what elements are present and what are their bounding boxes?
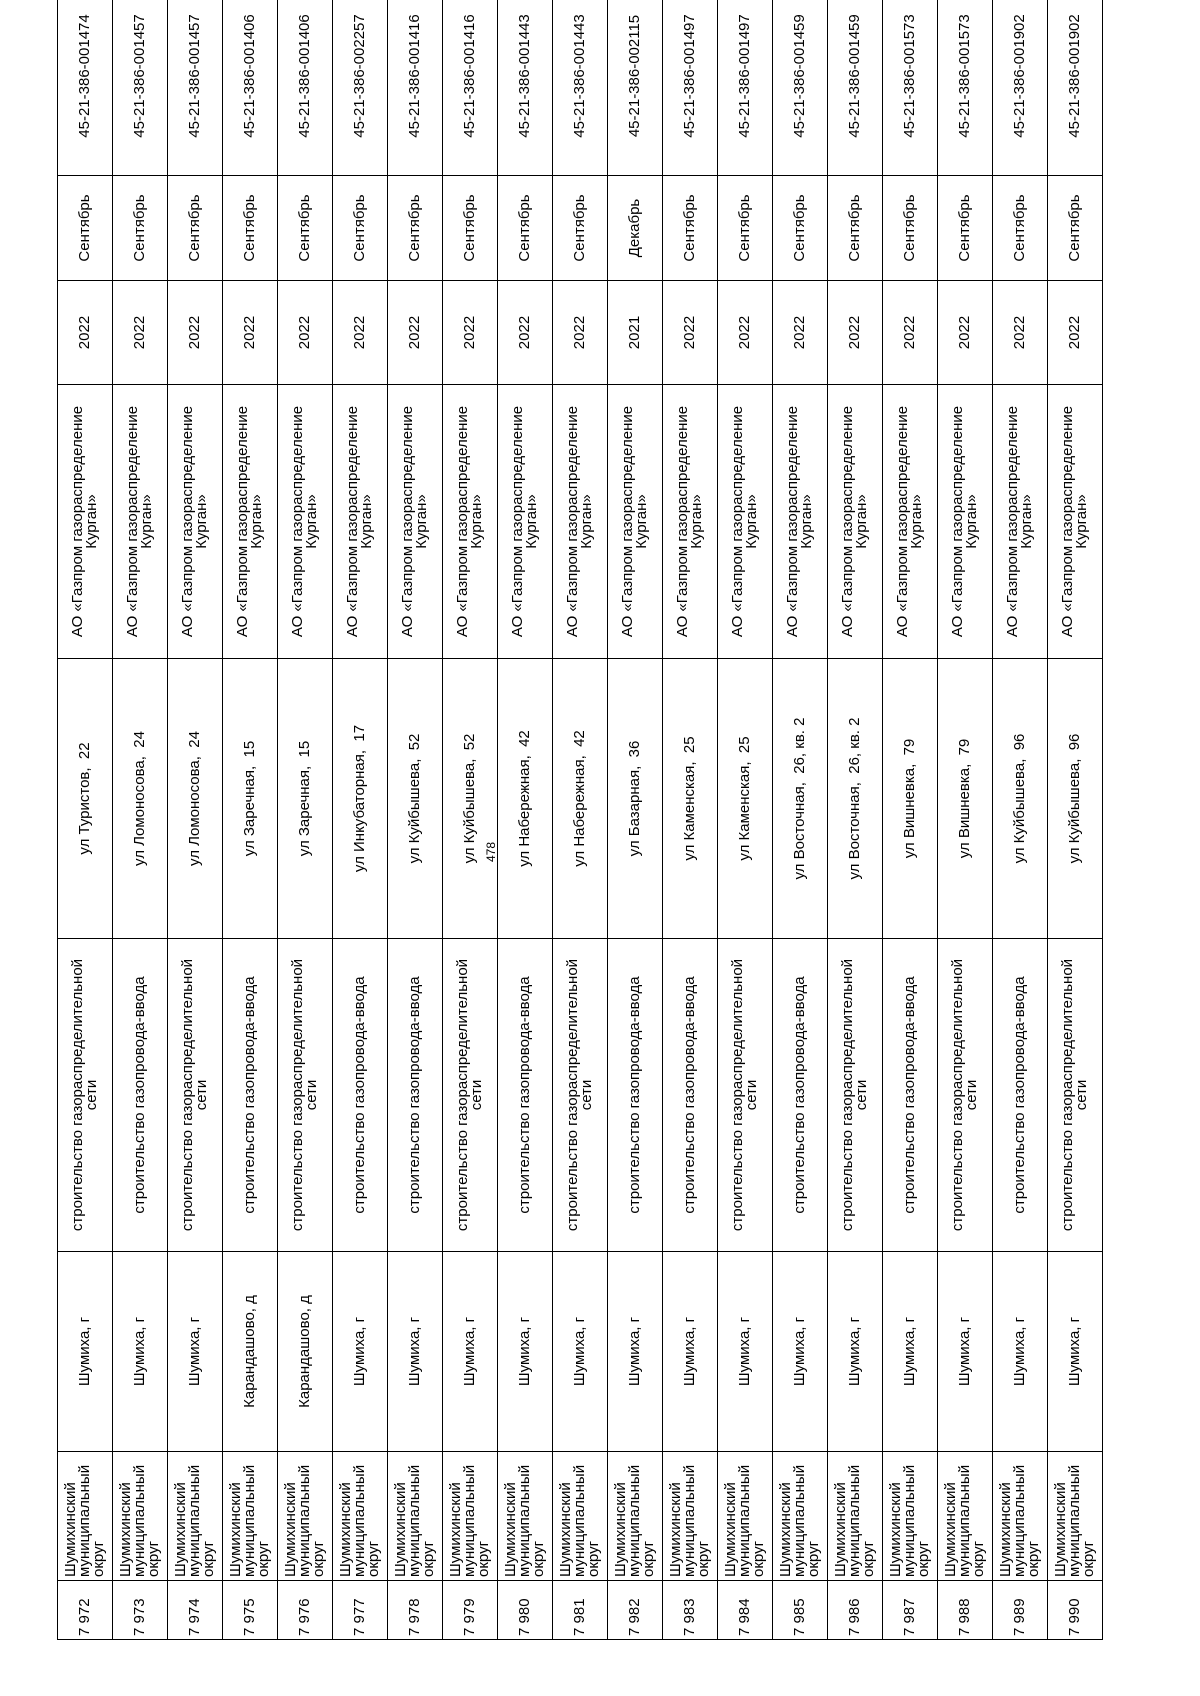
settlement-cell: Шумиха, г — [168, 1252, 223, 1452]
month-cell: Сентябрь — [498, 176, 553, 281]
month-cell: Сентябрь — [333, 176, 388, 281]
organization-cell: АО «Газпром газораспределение Курган» — [223, 385, 278, 659]
page-number: 478 — [484, 841, 499, 863]
month-cell: Сентябрь — [938, 176, 993, 281]
month-cell: Сентябрь — [58, 176, 113, 281]
month-cell: Сентябрь — [883, 176, 938, 281]
okrug-cell: Шумихинский муниципальный округ — [938, 1452, 993, 1581]
address-cell: ул Инкубаторная, 17 — [333, 659, 388, 939]
address-cell: ул Набережная, 42 — [498, 659, 553, 939]
okrug-cell: Шумихинский муниципальный округ — [608, 1452, 663, 1581]
table-row — [608, 0, 663, 1640]
settlement-cell: Шумиха, г — [993, 1252, 1048, 1452]
year-cell: 2022 — [443, 281, 498, 385]
address-cell: ул Куйбышева, 52 — [388, 659, 443, 939]
work-type-cell: строительство газораспределительной сети — [58, 939, 113, 1252]
table-row — [663, 0, 718, 1640]
settlement-cell: Шумиха, г — [663, 1252, 718, 1452]
okrug-cell: Шумихинский муниципальный округ — [773, 1452, 828, 1581]
settlement-cell: Шумиха, г — [1048, 1252, 1103, 1452]
month-cell: Сентябрь — [553, 176, 608, 281]
table-row — [883, 0, 938, 1640]
okrug-cell: Шумихинский муниципальный округ — [718, 1452, 773, 1581]
month-cell: Сентябрь — [278, 176, 333, 281]
work-type-cell: строительство газопровода-ввода — [608, 939, 663, 1252]
table-container — [57, 14, 1102, 1640]
address-cell: ул Базарная, 36 — [608, 659, 663, 939]
code-cell: 45-21-386-001406 — [223, 0, 278, 176]
settlement-cell: Шумиха, г — [388, 1252, 443, 1452]
okrug-cell: Шумихинский муниципальный округ — [333, 1452, 388, 1581]
settlement-cell: Шумиха, г — [883, 1252, 938, 1452]
organization-cell: АО «Газпром газораспределение Курган» — [608, 385, 663, 659]
code-cell: 45-21-386-001459 — [773, 0, 828, 176]
address-cell: ул Вишневка, 79 — [938, 659, 993, 939]
code-cell: 45-21-386-001573 — [883, 0, 938, 176]
address-cell: ул Каменская, 25 — [718, 659, 773, 939]
okrug-cell: Шумихинский муниципальный округ — [168, 1452, 223, 1581]
month-cell: Сентябрь — [993, 176, 1048, 281]
table-row — [718, 0, 773, 1640]
row-number: 7 982 — [608, 1581, 663, 1640]
row-number: 7 987 — [883, 1581, 938, 1640]
code-cell: 45-21-386-001406 — [278, 0, 333, 176]
work-type-cell: строительство газораспределительной сети — [1048, 939, 1103, 1252]
year-cell: 2022 — [498, 281, 553, 385]
row-number: 7 977 — [333, 1581, 388, 1640]
code-cell: 45-21-386-001416 — [388, 0, 443, 176]
row-number: 7 989 — [993, 1581, 1048, 1640]
gas-works-table — [57, 0, 1103, 1640]
okrug-cell: Шумихинский муниципальный округ — [663, 1452, 718, 1581]
table-row — [993, 0, 1048, 1640]
address-cell: ул Восточная, 26, кв. 2 — [773, 659, 828, 939]
code-cell: 45-21-386-001443 — [553, 0, 608, 176]
table-row — [938, 0, 993, 1640]
address-cell: ул Туристов, 22 — [58, 659, 113, 939]
address-cell: ул Заречная, 15 — [223, 659, 278, 939]
row-number: 7 972 — [58, 1581, 113, 1640]
organization-cell: АО «Газпром газораспределение Курган» — [883, 385, 938, 659]
month-cell: Сентябрь — [443, 176, 498, 281]
settlement-cell: Шумиха, г — [498, 1252, 553, 1452]
row-number: 7 978 — [388, 1581, 443, 1640]
work-type-cell: строительство газораспределительной сети — [168, 939, 223, 1252]
organization-cell: АО «Газпром газораспределение Курган» — [773, 385, 828, 659]
okrug-cell: Шумихинский муниципальный округ — [388, 1452, 443, 1581]
address-cell: ул Заречная, 15 — [278, 659, 333, 939]
month-cell: Сентябрь — [828, 176, 883, 281]
settlement-cell: Шумиха, г — [938, 1252, 993, 1452]
organization-cell: АО «Газпром газораспределение Курган» — [938, 385, 993, 659]
month-cell: Сентябрь — [1048, 176, 1103, 281]
row-number: 7 981 — [553, 1581, 608, 1640]
work-type-cell: строительство газораспределительной сети — [553, 939, 608, 1252]
address-cell: ул Восточная, 26, кв. 2 — [828, 659, 883, 939]
row-number: 7 973 — [113, 1581, 168, 1640]
work-type-cell: строительство газораспределительной сети — [278, 939, 333, 1252]
organization-cell: АО «Газпром газораспределение Курган» — [828, 385, 883, 659]
year-cell: 2022 — [333, 281, 388, 385]
year-cell: 2022 — [388, 281, 443, 385]
year-cell: 2022 — [278, 281, 333, 385]
code-cell: 45-21-386-001902 — [993, 0, 1048, 176]
code-cell: 45-21-386-001457 — [168, 0, 223, 176]
year-cell: 2022 — [883, 281, 938, 385]
settlement-cell: Карандашово, д — [223, 1252, 278, 1452]
settlement-cell: Шумиха, г — [773, 1252, 828, 1452]
code-cell: 45-21-386-001497 — [663, 0, 718, 176]
work-type-cell: строительство газопровода-ввода — [113, 939, 168, 1252]
code-cell: 45-21-386-001497 — [718, 0, 773, 176]
month-cell: Декабрь — [608, 176, 663, 281]
settlement-cell: Шумиха, г — [718, 1252, 773, 1452]
year-cell: 2022 — [1048, 281, 1103, 385]
organization-cell: АО «Газпром газораспределение Курган» — [333, 385, 388, 659]
row-number: 7 984 — [718, 1581, 773, 1640]
organization-cell: АО «Газпром газораспределение Курган» — [278, 385, 333, 659]
code-cell: 45-21-386-001457 — [113, 0, 168, 176]
row-number: 7 986 — [828, 1581, 883, 1640]
table-row — [443, 0, 498, 1640]
work-type-cell: строительство газораспределительной сети — [938, 939, 993, 1252]
work-type-cell: строительство газораспределительной сети — [443, 939, 498, 1252]
row-number: 7 976 — [278, 1581, 333, 1640]
table-row — [498, 0, 553, 1640]
code-cell: 45-21-386-002115 — [608, 0, 663, 176]
organization-cell: АО «Газпром газораспределение Курган» — [443, 385, 498, 659]
month-cell: Сентябрь — [113, 176, 168, 281]
table-row — [1048, 0, 1103, 1640]
month-cell: Сентябрь — [773, 176, 828, 281]
address-cell: ул Куйбышева, 96 — [993, 659, 1048, 939]
okrug-cell: Шумихинский муниципальный округ — [58, 1452, 113, 1581]
work-type-cell: строительство газопровода-ввода — [498, 939, 553, 1252]
okrug-cell: Шумихинский муниципальный округ — [443, 1452, 498, 1581]
code-cell: 45-21-386-001902 — [1048, 0, 1103, 176]
organization-cell: АО «Газпром газораспределение Курган» — [58, 385, 113, 659]
year-cell: 2022 — [718, 281, 773, 385]
okrug-cell: Шумихинский муниципальный округ — [1048, 1452, 1103, 1581]
table-body — [58, 0, 1103, 1640]
okrug-cell: Шумихинский муниципальный округ — [278, 1452, 333, 1581]
row-number: 7 979 — [443, 1581, 498, 1640]
okrug-cell: Шумихинский муниципальный округ — [498, 1452, 553, 1581]
work-type-cell: строительство газопровода-ввода — [333, 939, 388, 1252]
settlement-cell: Шумиха, г — [443, 1252, 498, 1452]
address-cell: ул Ломоносова, 24 — [168, 659, 223, 939]
work-type-cell: строительство газопровода-ввода — [883, 939, 938, 1252]
settlement-cell: Шумиха, г — [333, 1252, 388, 1452]
year-cell: 2021 — [608, 281, 663, 385]
settlement-cell: Шумиха, г — [828, 1252, 883, 1452]
table-row — [278, 0, 333, 1640]
organization-cell: АО «Газпром газораспределение Курган» — [663, 385, 718, 659]
table-row — [223, 0, 278, 1640]
year-cell: 2022 — [553, 281, 608, 385]
year-cell: 2022 — [223, 281, 278, 385]
work-type-cell: строительство газопровода-ввода — [663, 939, 718, 1252]
settlement-cell: Шумиха, г — [608, 1252, 663, 1452]
organization-cell: АО «Газпром газораспределение Курган» — [553, 385, 608, 659]
row-number: 7 974 — [168, 1581, 223, 1640]
year-cell: 2022 — [113, 281, 168, 385]
row-number: 7 988 — [938, 1581, 993, 1640]
month-cell: Сентябрь — [168, 176, 223, 281]
code-cell: 45-21-386-001474 — [58, 0, 113, 176]
year-cell: 2022 — [663, 281, 718, 385]
organization-cell: АО «Газпром газораспределение Курган» — [388, 385, 443, 659]
row-number: 7 990 — [1048, 1581, 1103, 1640]
code-cell: 45-21-386-001573 — [938, 0, 993, 176]
okrug-cell: Шумихинский муниципальный округ — [113, 1452, 168, 1581]
okrug-cell: Шумихинский муниципальный округ — [553, 1452, 608, 1581]
table-row — [58, 0, 113, 1640]
settlement-cell: Шумиха, г — [58, 1252, 113, 1452]
organization-cell: АО «Газпром газораспределение Курган» — [113, 385, 168, 659]
table-row — [388, 0, 443, 1640]
work-type-cell: строительство газопровода-ввода — [388, 939, 443, 1252]
year-cell: 2022 — [828, 281, 883, 385]
code-cell: 45-21-386-001459 — [828, 0, 883, 176]
settlement-cell: Карандашово, д — [278, 1252, 333, 1452]
settlement-cell: Шумиха, г — [113, 1252, 168, 1452]
month-cell: Сентябрь — [223, 176, 278, 281]
row-number: 7 983 — [663, 1581, 718, 1640]
table-row — [553, 0, 608, 1640]
month-cell: Сентябрь — [388, 176, 443, 281]
organization-cell: АО «Газпром газораспределение Курган» — [498, 385, 553, 659]
year-cell: 2022 — [58, 281, 113, 385]
address-cell: ул Каменская, 25 — [663, 659, 718, 939]
work-type-cell: строительство газопровода-ввода — [993, 939, 1048, 1252]
table-row — [168, 0, 223, 1640]
work-type-cell: строительство газораспределительной сети — [828, 939, 883, 1252]
organization-cell: АО «Газпром газораспределение Курган» — [718, 385, 773, 659]
okrug-cell: Шумихинский муниципальный округ — [993, 1452, 1048, 1581]
address-cell: ул Куйбышева, 52 — [443, 659, 498, 939]
code-cell: 45-21-386-001416 — [443, 0, 498, 176]
table-row — [333, 0, 388, 1640]
okrug-cell: Шумихинский муниципальный округ — [223, 1452, 278, 1581]
organization-cell: АО «Газпром газораспределение Курган» — [168, 385, 223, 659]
organization-cell: АО «Газпром газораспределение Курган» — [1048, 385, 1103, 659]
code-cell: 45-21-386-002257 — [333, 0, 388, 176]
settlement-cell: Шумиха, г — [553, 1252, 608, 1452]
month-cell: Сентябрь — [663, 176, 718, 281]
row-number: 7 975 — [223, 1581, 278, 1640]
okrug-cell: Шумихинский муниципальный округ — [828, 1452, 883, 1581]
okrug-cell: Шумихинский муниципальный округ — [883, 1452, 938, 1581]
table-row — [828, 0, 883, 1640]
work-type-cell: строительство газораспределительной сети — [718, 939, 773, 1252]
address-cell: ул Куйбышева, 96 — [1048, 659, 1103, 939]
address-cell: ул Ломоносова, 24 — [113, 659, 168, 939]
code-cell: 45-21-386-001443 — [498, 0, 553, 176]
row-number: 7 985 — [773, 1581, 828, 1640]
address-cell: ул Вишневка, 79 — [883, 659, 938, 939]
work-type-cell: строительство газопровода-ввода — [223, 939, 278, 1252]
year-cell: 2022 — [993, 281, 1048, 385]
month-cell: Сентябрь — [718, 176, 773, 281]
address-cell: ул Набережная, 42 — [553, 659, 608, 939]
table-row — [113, 0, 168, 1640]
organization-cell: АО «Газпром газораспределение Курган» — [993, 385, 1048, 659]
row-number: 7 980 — [498, 1581, 553, 1640]
table-row — [773, 0, 828, 1640]
year-cell: 2022 — [938, 281, 993, 385]
year-cell: 2022 — [168, 281, 223, 385]
work-type-cell: строительство газопровода-ввода — [773, 939, 828, 1252]
year-cell: 2022 — [773, 281, 828, 385]
